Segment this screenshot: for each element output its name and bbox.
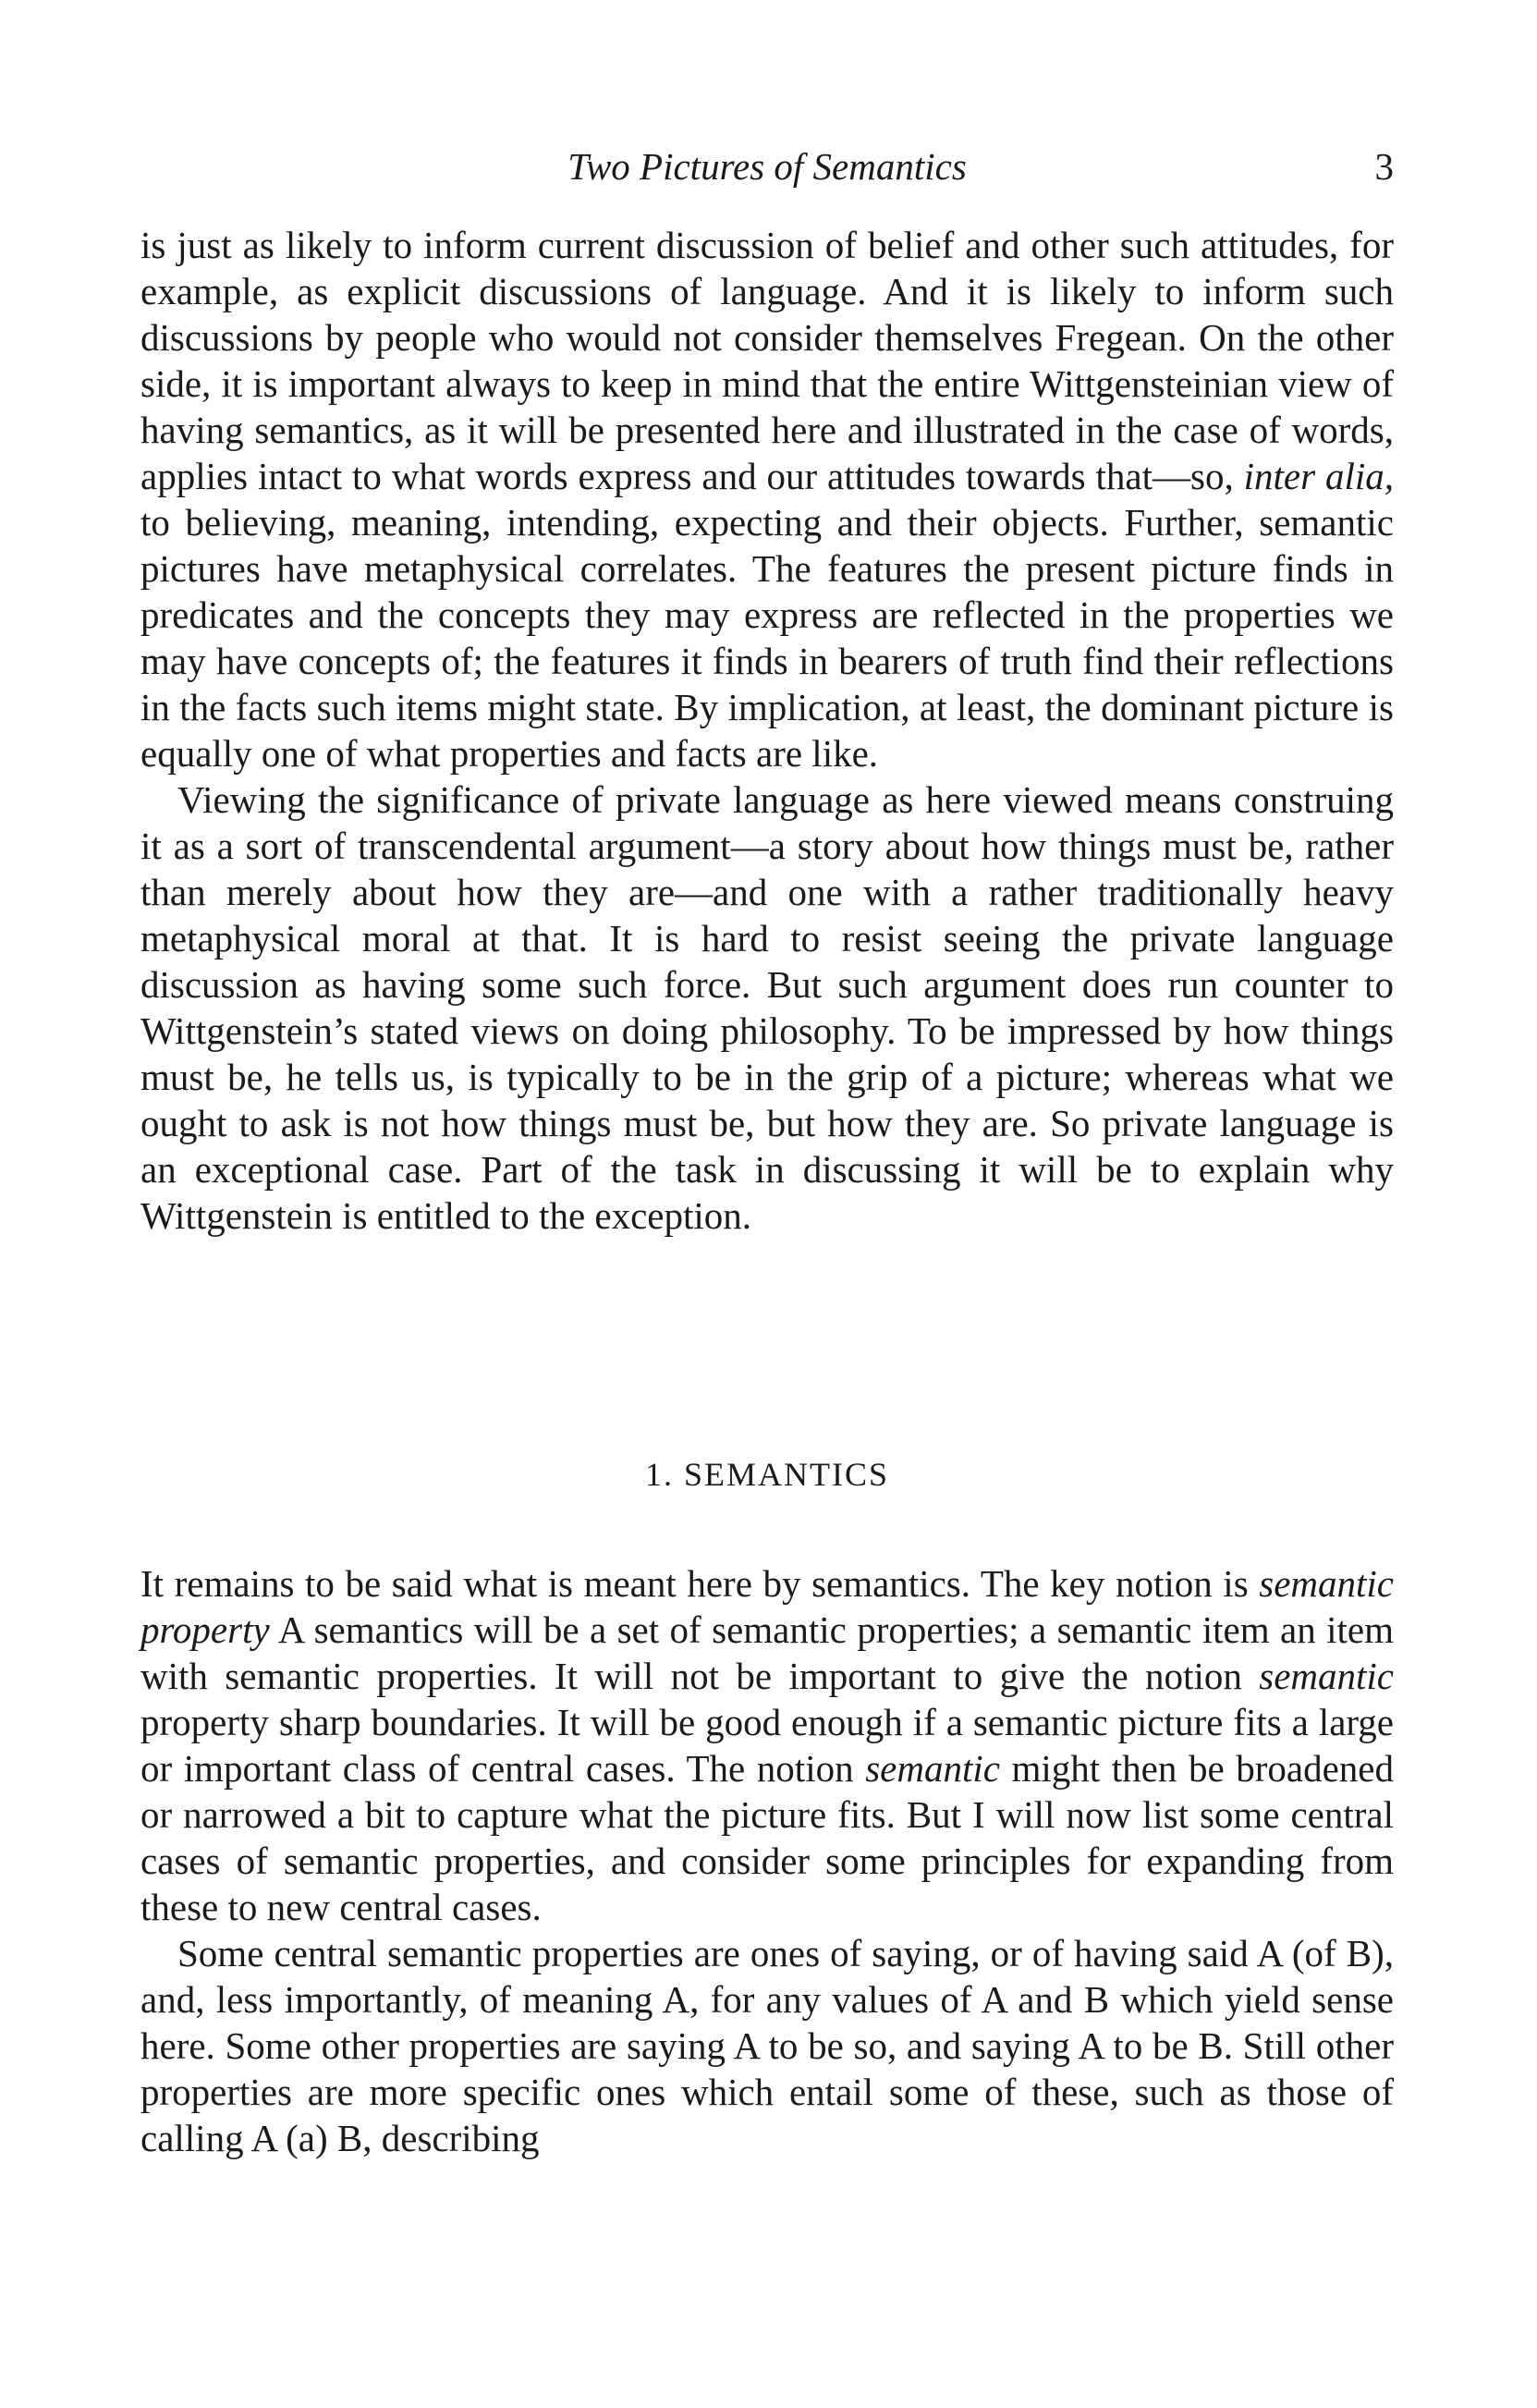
body-text-top bbox=[140, 222, 1394, 1239]
page-header bbox=[140, 139, 1394, 194]
page-number: 3 bbox=[1374, 145, 1394, 188]
paragraph-3 bbox=[140, 1560, 1394, 1930]
body-text-bottom bbox=[140, 1560, 1394, 2161]
paragraph-1-italic-inter-alia: inter alia, bbox=[1243, 455, 1394, 497]
paragraph-3-text-d: might then be broadened or narrowed a bit to capture what the picture fits. But I will now list some central cases of semantic properties, and consider some principles for expanding from these to new central cases. bbox=[140, 1747, 1394, 1928]
paragraph-3-italic-semantic-2: semantic bbox=[865, 1747, 1000, 1790]
paragraph-4: Some central semantic properties are ones of saying, or of having said A (of B), and, less importantly, of meaning A, for any values of A and B which yield sense here. Some other properties are saying A to be so, and saying A to be B. Still other properties are more specific ones which entail some of these, such as those of calling A (a) B, describing bbox=[140, 1932, 1394, 2159]
paragraph-3-text-a: It remains to be said what is meant here by semantics. The key notion is bbox=[140, 1562, 1260, 1605]
paragraph-3-text-b: A semantics will be a set of semantic properties; a semantic item an item with semantic properties. It will not be important to give the notion bbox=[140, 1608, 1394, 1697]
running-title: Two Pictures of Semantics bbox=[567, 145, 967, 188]
paragraph-1-text-b: to believing, meaning, intending, expecting and their objects. Further, semantic pictures have metaphysical correlates. The features the present picture finds in predicates and the concepts they may express are reflected in the properties we may have concepts of; the features it finds in bearers of truth find their reflections in the facts such items might state. By implication, at least, the dominant picture is equally one of what properties and facts are like. bbox=[140, 501, 1394, 775]
section-heading: 1. SEMANTICS bbox=[644, 1456, 890, 1493]
paragraph-1 bbox=[140, 222, 1394, 776]
paragraph-2: Viewing the significance of private language as here viewed means construing it as a sort of transcendental argument—a story about how things must be, rather than merely about how they are—and one with a rather traditionally heavy metaphysical moral at that. It is hard to resist seeing the private language discussion as having some such force. But such argument does run counter to Wittgenstein’s stated views on doing philosophy. To be impressed by how things must be, he tells us, is typically to be in the grip of a picture; whereas what we ought to ask is not how things must be, but how they are. So private language is an exceptional case. Part of the task in discussing it will be to explain why Wittgenstein is entitled to the exception. bbox=[140, 778, 1394, 1237]
paragraph-3-text-c: property sharp boundaries. It will be good enough if a semantic picture fits a large or important class of central cases. The notion bbox=[140, 1701, 1394, 1790]
paragraph-3-italic-semantic-property: semantic property bbox=[140, 1562, 1394, 1651]
paragraph-1-text-a: is just as likely to inform current discussion of belief and other such attitudes, for example, as explicit discussions of language. And it is likely to inform such discussions by people who would not consider themselves Fregean. On the other side, it is important always to keep in mind that the entire Wittgensteinian view of having semantics, as it will be presented here and illustrated in the case of words, applies intact to what words express and our attitudes towards that—so, bbox=[140, 224, 1394, 497]
paragraph-3-italic-semantic-1: semantic bbox=[1259, 1655, 1394, 1697]
